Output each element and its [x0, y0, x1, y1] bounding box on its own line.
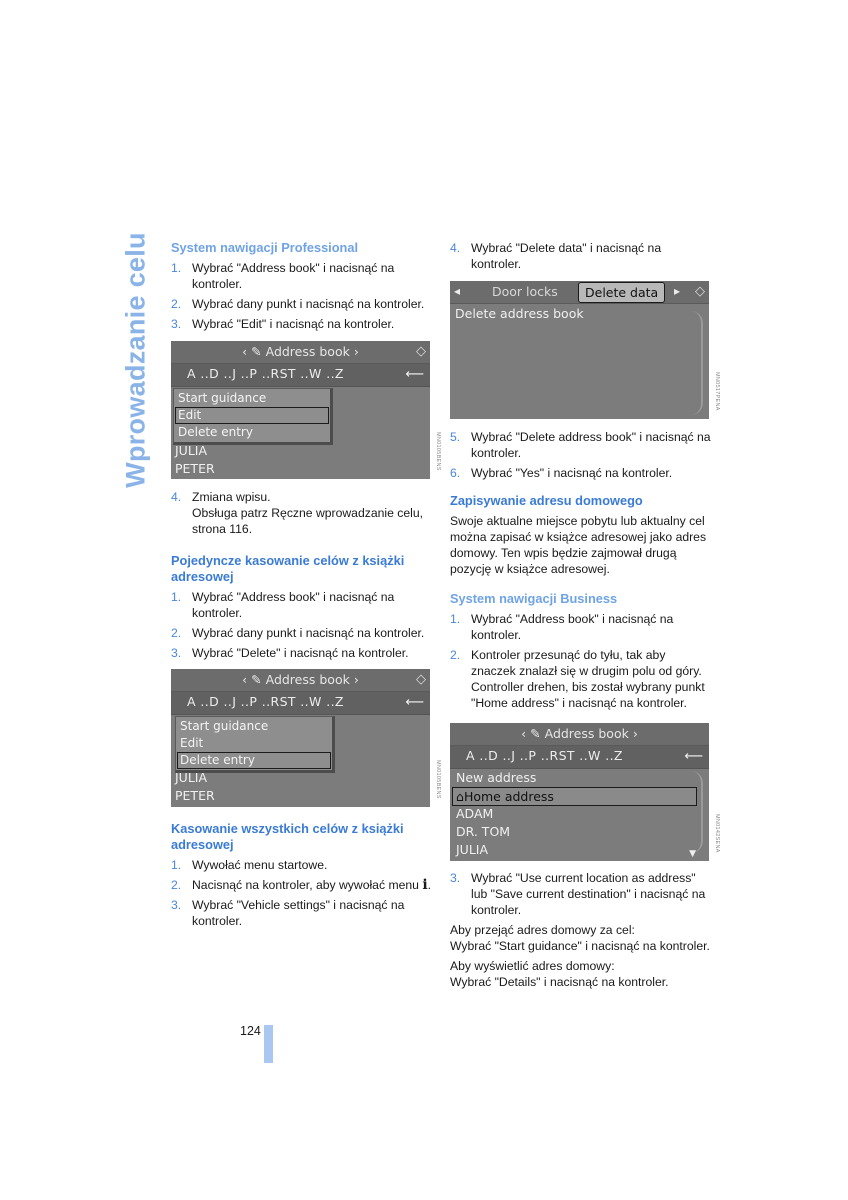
left-column-top — [171, 240, 433, 336]
paragraph-start-guidance-intro: Aby przejąć adres domowy za cel: — [450, 923, 635, 937]
list-item: 2. Kontroler przesunąć do tyłu, tak aby znaczek znalazł się w drugim polu od góry. Controller drehen, bis został wybrany punkt "Home address" i nacisnąć na kontroler. — [450, 648, 705, 710]
book-icon: ✎ — [251, 672, 262, 687]
menu-item-start-guidance: Start guidance — [178, 391, 267, 405]
list-row: PETER — [175, 461, 215, 476]
heading-professional: System nawigacji Professional — [171, 240, 359, 255]
screen-title-bar: ‹ ✎ Address book › ◇ — [171, 341, 430, 364]
menu-item-delete-entry: Delete entry — [178, 425, 253, 439]
heading-single-delete: Pojedyncze kasowanie celów z książki adresowej — [171, 553, 405, 584]
list-item: 3. Wybrać "Delete" i nacisnąć na kontroler. — [171, 646, 409, 660]
screen-delete-data — [450, 281, 709, 419]
back-arrow-icon: ⟵ — [405, 695, 424, 710]
list-item: 3. Wybrać "Use current location as address" lub "Save current destination" i nacisnąć na kontroler. — [450, 871, 706, 917]
home-address-paragraph: Swoje aktualne miejsce pobytu lub aktualny cel można zapisać w książce adresowej jako adres domowy. Ten wpis będzie zajmował drugą pozycję w książce adresowej. — [450, 514, 707, 576]
left-arrow-icon: ◂ — [454, 284, 461, 298]
list-item: 1. Wybrać "Address book" i nacisnąć na kontroler. — [171, 261, 395, 291]
left-column-step4 — [171, 489, 433, 665]
controller-icon: ◇ — [416, 672, 426, 687]
page-number: 124 — [240, 1024, 261, 1038]
figure-code: MN0105BENS — [435, 432, 441, 471]
list-row-home-address: ⌂Home address — [456, 789, 554, 804]
right-column-bottom — [450, 870, 712, 990]
controller-icon: ◇ — [416, 344, 426, 359]
tab-delete-data: Delete data — [578, 282, 665, 303]
heading-home-address: Zapisywanie adresu domowego — [450, 493, 643, 508]
back-arrow-icon: ⟵ — [684, 749, 703, 764]
right-column-top — [450, 240, 712, 276]
menu-item-edit: Edit — [180, 736, 204, 750]
list-row: JULIA — [456, 842, 489, 857]
screen-title-bar: ‹ ✎ Address book › — [450, 723, 709, 746]
alphabet-bar: A ..D ..J ..P ..RST ..W ..Z ⟵ — [171, 364, 430, 387]
menu-item-delete-address-book: Delete address book — [455, 306, 584, 321]
info-menu-icon: i — [422, 877, 428, 893]
steps-single-delete — [171, 589, 433, 661]
list-item: 1. Wybrać "Address book" i nacisnąć na kontroler. — [450, 612, 674, 642]
list-item: 3. Wybrać "Vehicle settings" i nacisnąć na kontroler. — [171, 898, 405, 928]
scroll-indicator — [691, 771, 703, 853]
left-column-bottom — [171, 821, 433, 933]
list-row: PETER — [175, 788, 215, 803]
controller-icon: ◇ — [695, 284, 705, 299]
steps-business — [450, 611, 712, 711]
list-item: 1. Wywołać menu startowe. — [171, 858, 328, 872]
screen-address-book-delete — [171, 669, 430, 807]
list-row: JULIA — [175, 770, 208, 785]
list-item: 5. Wybrać "Delete address book" i nacisnąć na kontroler. — [450, 430, 711, 460]
book-icon: ✎ — [530, 726, 541, 741]
figure-code: MN0105BENS — [435, 760, 441, 799]
home-icon: ⌂ — [456, 789, 464, 804]
list-row: DR. TOM — [456, 824, 511, 839]
paragraph-details: Wybrać "Details" i nacisnąć na kontroler. — [450, 975, 669, 989]
paragraph-start-guidance: Wybrać "Start guidance" i nacisnąć na kontroler. — [450, 939, 710, 953]
tab-door-locks: Door locks — [492, 284, 558, 299]
right-column-mid — [450, 429, 712, 715]
right-arrow-icon: ▸ — [674, 284, 681, 298]
chapter-side-title: Wprowadzanie celu — [120, 232, 151, 488]
alphabet-bar: A ..D ..J ..P ..RST ..W ..Z ⟵ — [171, 692, 430, 715]
screen-title-bar: ‹ ✎ Address book › ◇ — [171, 669, 430, 692]
menu-item-start-guidance: Start guidance — [180, 719, 269, 733]
list-row-new-address: New address — [456, 770, 537, 785]
figure-code: MN0517PENA — [714, 372, 720, 411]
list-item: 2. Nacisnąć na kontroler, aby wywołać menu i. — [171, 877, 432, 893]
list-item: 1. Wybrać "Address book" i nacisnąć na kontroler. — [171, 590, 395, 620]
screen-address-book-edit — [171, 341, 430, 479]
heading-delete-all: Kasowanie wszystkich celów z książki adresowej — [171, 821, 404, 852]
heading-business: System nawigacji Business — [450, 591, 618, 606]
menu-item-edit: Edit — [178, 408, 202, 422]
back-arrow-icon: ⟵ — [405, 367, 424, 382]
screen-business-address-book — [450, 723, 709, 861]
list-item: 6. Wybrać "Yes" i nacisnąć na kontroler. — [450, 466, 673, 480]
list-row: JULIA — [175, 443, 208, 458]
list-item: 2. Wybrać dany punkt i nacisnąć na kontroler. — [171, 626, 425, 640]
list-item: 2. Wybrać dany punkt i nacisnąć na kontroler. — [171, 297, 425, 311]
scroll-down-icon: ▼ — [689, 849, 696, 859]
context-menu — [175, 716, 335, 773]
figure-code: MN0142SENA — [714, 814, 720, 853]
list-item: 4. Wybrać "Delete data" i nacisnąć na kontroler. — [450, 241, 662, 271]
list-item: 3. Wybrać "Edit" i nacisnąć na kontroler. — [171, 317, 395, 331]
screen-tab-bar — [450, 281, 709, 304]
list-item: 4. Zmiana wpisu. Obsługa patrz Ręczne wprowadzanie celu, strona 116. — [171, 490, 424, 536]
alphabet-bar: A ..D ..J ..P ..RST ..W ..Z ⟵ — [450, 746, 709, 769]
paragraph-details-intro: Aby wyświetlić adres domowy: — [450, 959, 615, 973]
book-icon: ✎ — [251, 344, 262, 359]
page-marker-bar — [264, 1025, 273, 1063]
steps-delete-all — [171, 857, 433, 929]
context-menu — [173, 388, 333, 445]
steps-professional — [171, 260, 433, 332]
menu-item-delete-entry: Delete entry — [180, 753, 255, 767]
list-row: ADAM — [456, 806, 494, 821]
scroll-indicator — [691, 311, 703, 415]
